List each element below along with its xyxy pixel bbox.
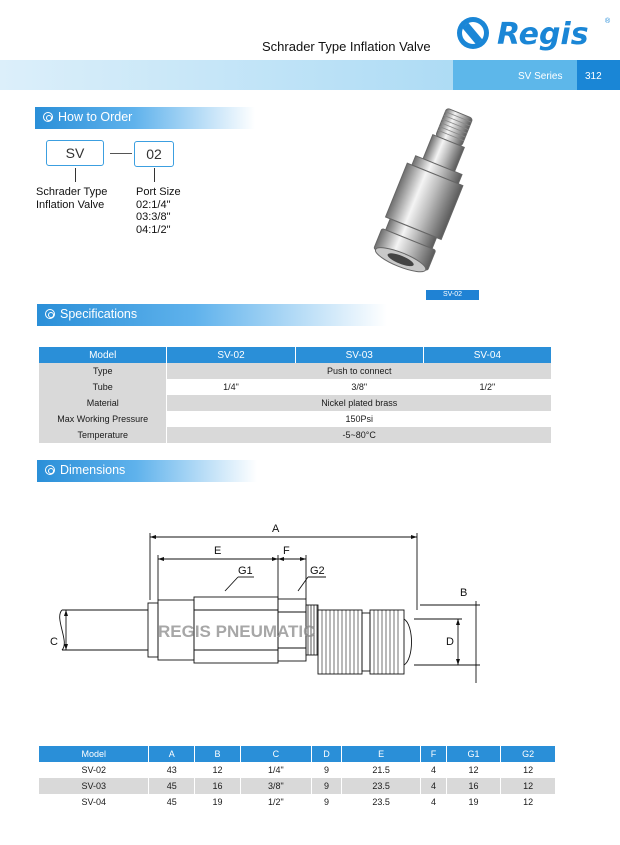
cell-value: Push to connect	[167, 363, 551, 379]
label-a: A	[272, 523, 280, 535]
table-cell: 3/8"	[241, 778, 311, 794]
cell-value: 1/4"	[223, 382, 239, 392]
table-cell: 23.5	[342, 778, 420, 794]
cell-value: 1/2"	[479, 382, 496, 392]
page-number: 312	[585, 71, 602, 82]
size-description: Port Size 02:1/4" 03:3/8" 04:1/2"	[136, 186, 181, 236]
table-row	[39, 778, 555, 794]
section-specifications	[37, 304, 387, 326]
table-cell: 1/2"	[268, 797, 284, 807]
ring-icon	[45, 309, 55, 319]
prefix-description: Schrader Type Inflation Valve	[36, 186, 108, 211]
header-cell: F	[421, 746, 446, 762]
product-photo	[350, 100, 510, 285]
section-heading: Specifications	[60, 307, 138, 321]
header-cell: Model	[39, 347, 166, 363]
table-cell: 9	[323, 765, 329, 775]
series-label: SV Series	[518, 71, 563, 82]
prefix-leader	[75, 168, 76, 182]
label-c: C	[50, 636, 58, 648]
table-cell: 43	[166, 765, 177, 775]
row-label: Tube	[39, 379, 166, 395]
table-header-row	[39, 746, 555, 762]
section-heading: How to Order	[58, 110, 133, 124]
header-cell: Model	[39, 746, 148, 762]
table-cell: 12	[468, 765, 479, 775]
cell-value: -5~80°C	[167, 427, 551, 443]
header-cell: G1	[447, 746, 501, 762]
table-cell: 4	[421, 778, 446, 794]
code-prefix-box: SV	[46, 140, 104, 166]
label-f: F	[283, 545, 290, 557]
row-label: Max Working Pressure	[39, 411, 166, 427]
table-cell: 45	[166, 797, 177, 807]
row-label: Material	[39, 395, 166, 411]
code-dash	[110, 153, 132, 154]
table-cell: 9	[312, 778, 341, 794]
section-dimensions	[37, 460, 257, 482]
specifications-table	[38, 347, 552, 443]
label-g1: G1	[238, 565, 253, 577]
svg-text:®: ®	[605, 18, 611, 25]
table-cell: SV-02	[81, 765, 106, 775]
table-cell: 9	[323, 797, 329, 807]
section-how-to-order	[35, 107, 255, 129]
table-cell: 12	[212, 765, 223, 775]
table-cell: 19	[212, 797, 223, 807]
label-g2: G2	[310, 565, 325, 577]
table-cell: 45	[149, 778, 194, 794]
table-cell: 16	[195, 778, 240, 794]
cell-value: 3/8"	[351, 382, 368, 392]
table-cell: 23.5	[372, 797, 390, 807]
product-caption: SV-02	[426, 290, 479, 300]
section-heading: Dimensions	[60, 463, 126, 477]
ring-icon	[45, 465, 55, 475]
table-cell: 12	[501, 778, 555, 794]
table-cell: 4	[430, 797, 436, 807]
label-e: E	[214, 545, 222, 557]
table-row	[39, 411, 551, 427]
table-cell: 4	[430, 765, 436, 775]
header-cell: C	[241, 746, 311, 762]
dimension-drawing	[40, 515, 560, 695]
table-row	[39, 395, 551, 411]
header-cell: D	[312, 746, 341, 762]
code-size-box: 02	[134, 141, 174, 167]
page-title: Schrader Type Inflation Valve	[262, 39, 431, 54]
cell-value: Nickel plated brass	[167, 395, 551, 411]
label-d: D	[446, 636, 454, 648]
table-cell: 16	[447, 778, 501, 794]
table-row	[39, 379, 551, 395]
table-cell: SV-03	[39, 778, 148, 794]
row-label: Type	[39, 363, 166, 379]
table-cell: 21.5	[372, 765, 390, 775]
label-b: B	[460, 587, 468, 599]
header-cell: SV-04	[424, 347, 551, 363]
table-cell: SV-04	[81, 797, 106, 807]
cell-value: 150Psi	[345, 414, 373, 424]
regis-logo	[455, 14, 615, 52]
table-cell: 19	[468, 797, 479, 807]
drawing-watermark: REGIS PNEUMATIC	[158, 622, 316, 641]
header-cell: SV-03	[296, 347, 423, 363]
dimensions-table	[38, 746, 556, 810]
table-row	[39, 363, 551, 379]
table-row	[39, 762, 555, 778]
table-cell: 1/4"	[268, 765, 284, 775]
header-cell: E	[342, 746, 420, 762]
table-row	[39, 427, 551, 443]
header-cell: SV-02	[167, 347, 294, 363]
size-leader	[154, 168, 155, 182]
header-cell: G2	[501, 746, 555, 762]
table-row	[39, 794, 555, 810]
row-label: Temperature	[39, 427, 166, 443]
table-header-row	[39, 347, 551, 363]
brand-text: Regis	[497, 17, 589, 52]
header-cell: B	[195, 746, 240, 762]
table-cell: 12	[523, 765, 534, 775]
table-cell: 12	[523, 797, 534, 807]
header-cell: A	[149, 746, 194, 762]
ring-icon	[43, 112, 53, 122]
